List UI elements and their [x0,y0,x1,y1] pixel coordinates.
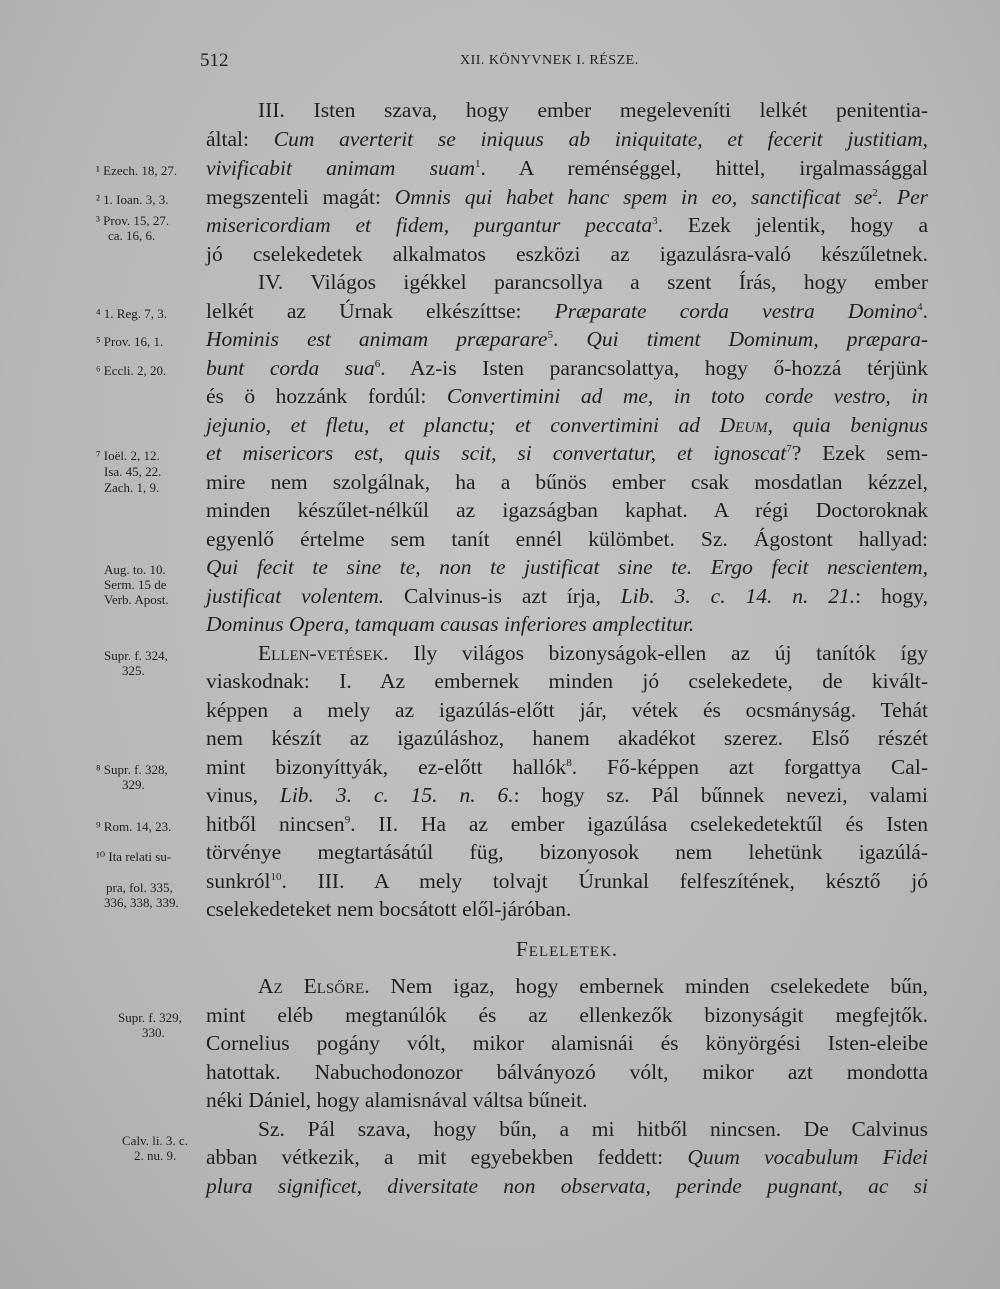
text-line: lelkét az Úrnak elkészíttse: Præparate corda vestra Domino$^4$. [206,299,928,323]
margin-note: Aug. to. 10. [104,562,166,577]
text-line: Hominis est animam præparare$^5$. Qui timent Dominum, præpara- [206,327,929,351]
margin-note: ca. 16, 6. [108,228,156,243]
text-line: et misericors est, quis scit, si convertatur, et ignoscat$^7$? Ezek sem- [206,441,928,465]
margin-note: 2. nu. 9. [134,1148,177,1163]
text-line: törvénye megtartásátúl füg, bizonyosok nem lehetünk igazúlá- [206,840,928,864]
text-line: III. Isten szava, hogy ember megeleveníti lelkét penitentia- [258,98,928,122]
text-line: plura significet, diversitate non observata, perinde pugnant, ac si [206,1174,928,1198]
text-line: hatottak. Nabuchodonozor bálványozó vólt, mikor azt mondotta [206,1060,928,1084]
text-line: jejunio, et fletu, et planctu; et convertimini ad Deum, quia benignus [206,413,928,437]
margin-note: ¹⁰ Ita relati su- [96,849,172,864]
margin-note: pra, fol. 335, [106,880,173,895]
text-line: nem készít az igazúláshoz, hanem akadékot szerez. Első részét [206,726,928,750]
text-line: Ellen-vetések. Ily világos bizonyságok-ellen az új tanítók így [258,641,928,665]
margin-note: Supr. f. 329, [118,1010,182,1025]
text-line: misericordiam et fidem, purgantur peccata$^3$. Ezek jelentik, hogy a [206,213,928,237]
section-heading: Feleletek. [515,937,619,961]
text-line: abban vétkezik, a mit egyebekben feddett: Quum vocabulum Fidei [206,1145,928,1169]
page-header [200,50,740,74]
text-line: bunt corda sua$^6$. Az-is Isten parancsolattya, hogy ő-hozzá térjünk [206,356,929,380]
text-line: sunkról$^{10}$. III. A mely tolvajt Úrunkal felfeszítének, késztő jó [206,869,928,893]
margin-note: Isa. 45, 22. [104,464,162,479]
margin-note: 336, 338, 339. [104,895,179,910]
margin-note: Calv. li. 3. c. [122,1133,188,1148]
text-line: mint eléb megtanúlók és az ellenkezők bizonyságit megfejtők. [206,1003,928,1027]
margin-note: Supr. f. 324, [104,648,168,663]
text-line: megszenteli magát: Omnis qui habet hanc spem in eo, sanctificat $se^2$. Per [206,185,929,209]
margin-note: Serm. 15 de [104,577,167,592]
margin-note: 330. [142,1025,165,1040]
text-line: mint bizonyíttyák, ez-előtt hallók$^8$. Fő-képpen azt forgattya Cal- [206,755,928,779]
margin-note: ¹ Ezech. 18, 27. [96,163,178,178]
text-line: vinus, Lib. 3. c. 15. n. 6.: hogy sz. Pál bűnnek nevezi, valami [206,783,928,807]
text-line: által: Cum averterit se iniquus ab iniquitate, et fecerit justitiam, [206,127,928,151]
margin-note: ⁴ 1. Reg. 7, 3. [96,306,167,321]
page-number: 512 [200,50,229,71]
margin-note: ² 1. Ioan. 3, 3. [96,192,169,207]
text-line: hitből nincsen$^9$. II. Ha az ember igazúlása cselekedetektűl és Isten [206,812,928,836]
margin-note: ⁹ Rom. 14, 23. [96,819,172,834]
margin-note: 329. [122,777,145,792]
margin-note: ⁵ Prov. 16, 1. [96,334,164,349]
text-line: Dominus Opera, tamquam causas inferiores amplectitur. [206,612,695,636]
margin-note: ⁸ Supr. f. 328, [96,762,168,777]
text-line: cselekedeteket nem bocsátott elől-járóban. [206,897,572,921]
text-line: vivificabit animam suam$^1$. A reménséggel, hittel, irgalmassággal [206,156,928,180]
margin-note: 325. [122,663,145,678]
margin-note: Verb. Apost. [104,592,169,607]
text-line: jó cselekedetek alkalmatos eszközi az igazulásra-való készűletnek. [206,242,928,266]
running-head: XII. KÖNYVNEK I. RÉSZE. [460,53,639,68]
margin-note: ⁷ Ioël. 2, 12. [96,448,160,463]
text-line: mire nem szolgálnak, ha a bűnös ember csak mosdatlan kézzel, [206,470,928,494]
text-line: Sz. Pál szava, hogy bűn, a mi hitből nincsen. De Calvinus [258,1117,928,1141]
margin-note: ⁶ Eccli. 2, 20. [96,363,167,378]
text-line: minden készűlet-nélkűl az igazságban kaphat. A régi Doctoroknak [206,498,928,522]
text-line: képpen a mely az igazúlás-előtt jár, vétek és ocsmányság. Tehát [206,698,928,722]
text-line: és ö hozzánk fordúl: Convertimini ad me, in toto corde vestro, in [206,384,928,408]
text-line: néki Dániel, hogy alamisnával váltsa bűneit. [206,1088,588,1112]
text-line: egyenlő értelme sem tanít ennél külömbet. Sz. Ágostont hallyad: [206,527,928,551]
margin-note: ³ Prov. 15, 27. [96,213,170,228]
text-line: IV. Világos igékkel parancsollya a szent Írás, hogy ember [258,270,928,294]
margin-note: Zach. 1, 9. [104,480,160,495]
text-line: justificat volentem. Calvinus-is azt írja, Lib. 3. c. 14. n. 21.: hogy, [206,584,928,608]
text-line: Az Elsőre. Nem igaz, hogy embernek minden cselekedete bűn, [258,974,928,998]
text-line: Qui fecit te sine te, non te justificat sine te. Ergo fecit nescientem, [206,555,928,579]
text-line: viaskodnak: I. Az embernek minden jó cselekedete, de kivált- [206,669,928,693]
text-line: Cornelius pogány vólt, mikor alamisnái és könyörgési Isten-eleibe [206,1031,928,1055]
